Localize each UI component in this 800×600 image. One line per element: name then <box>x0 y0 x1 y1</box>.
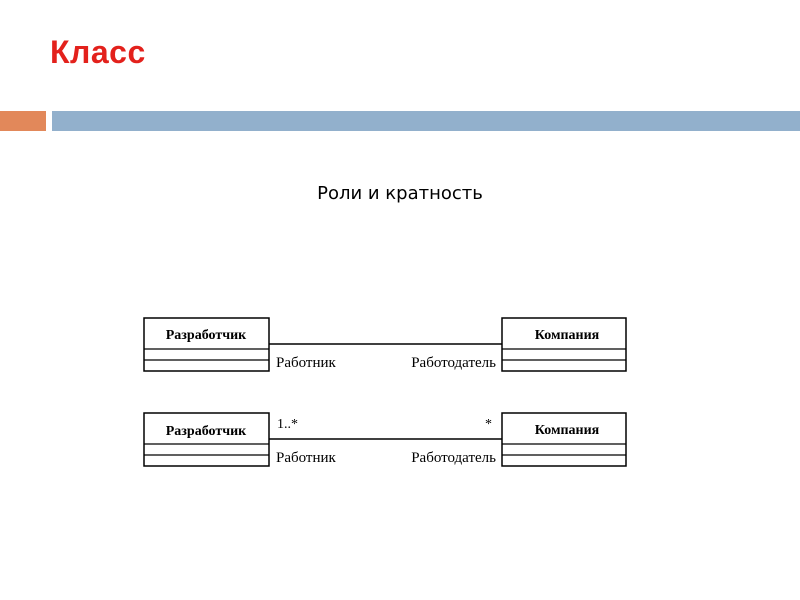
role-label-employer: Работодатель <box>411 355 496 371</box>
class-name-developer: Разработчик <box>165 328 247 343</box>
slide-subtitle: Роли и кратность <box>317 183 483 204</box>
uml-association-1 <box>144 318 626 371</box>
class-name-company: Компания <box>534 423 600 438</box>
class-name-developer: Разработчик <box>165 424 247 439</box>
uml-class-box-company-1 <box>502 318 626 371</box>
uml-class-box-developer-1 <box>144 318 269 371</box>
class-name-company: Компания <box>534 328 600 343</box>
multiplicity-right: * <box>485 417 492 432</box>
uml-association-2 <box>144 413 626 466</box>
uml-class-box-company-2 <box>502 413 626 466</box>
role-label-employee: Работник <box>276 355 336 371</box>
multiplicity-left: 1..* <box>277 417 298 432</box>
uml-class-box-developer-2 <box>144 413 269 466</box>
slide-title: Класс <box>50 34 146 70</box>
role-label-employee: Работник <box>276 450 336 466</box>
role-label-employer: Работодатель <box>411 450 496 466</box>
